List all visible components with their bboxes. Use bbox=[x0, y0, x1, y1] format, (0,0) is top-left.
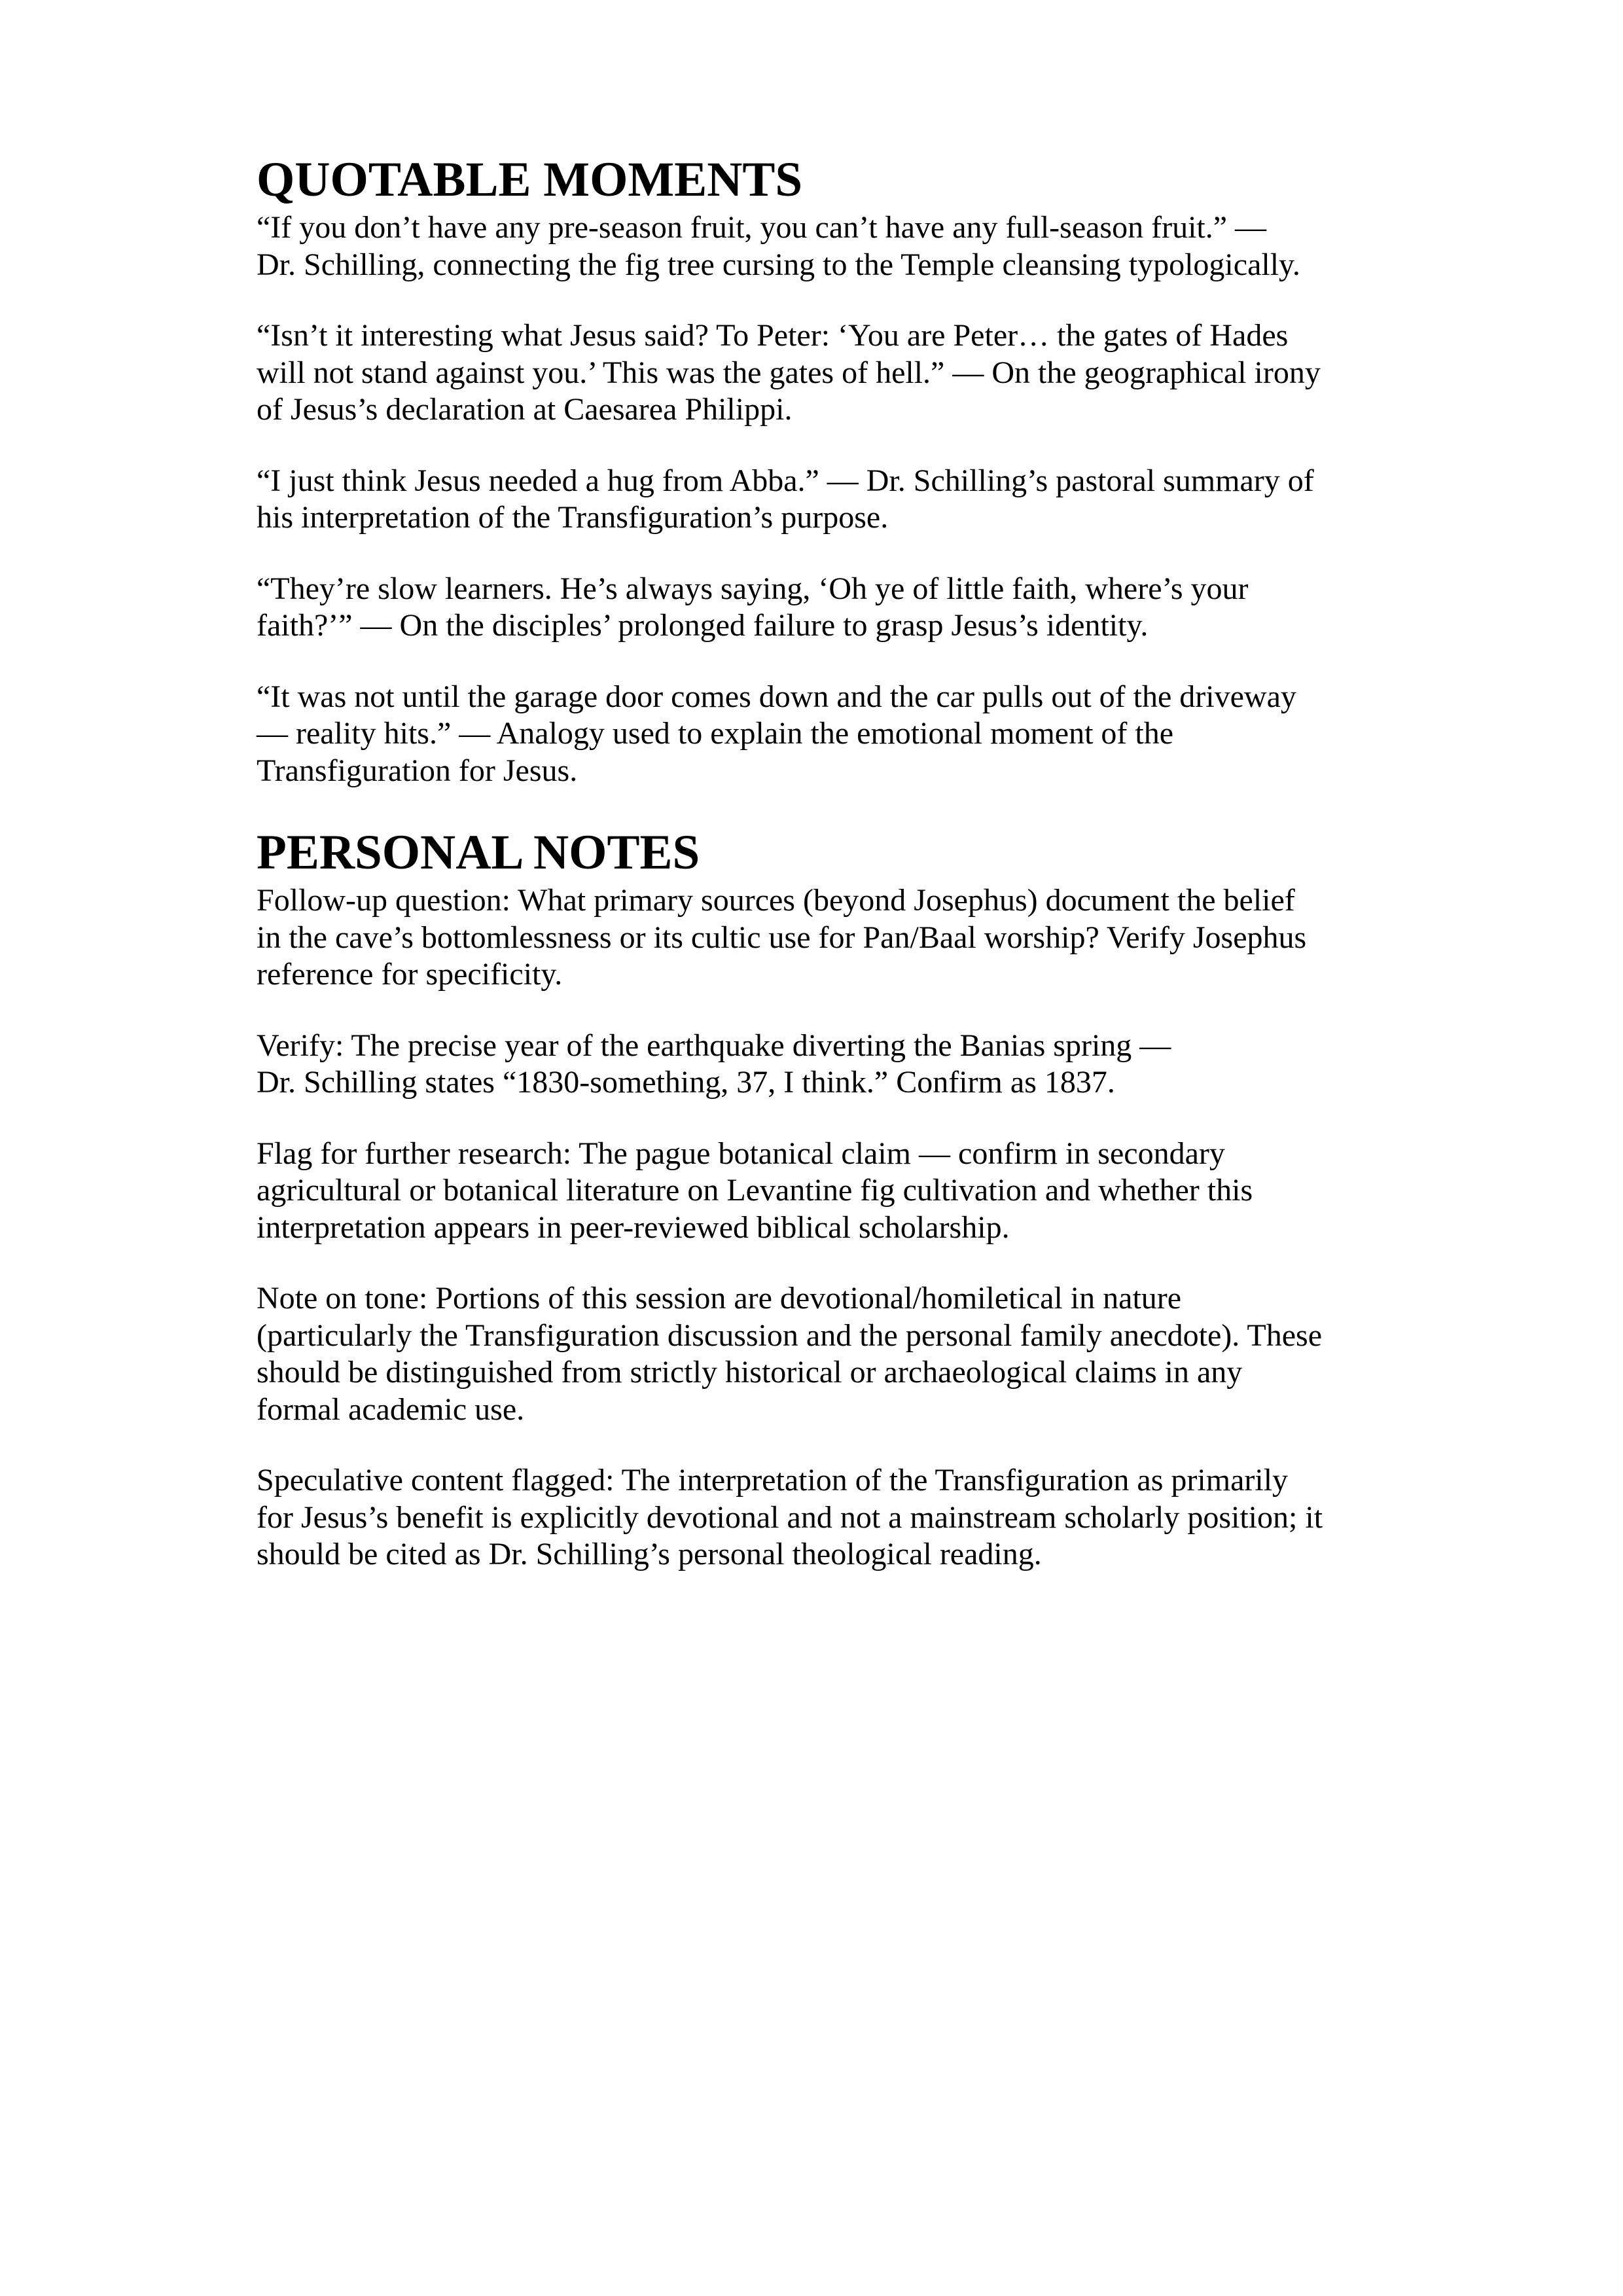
note-paragraph bbox=[257, 1028, 1389, 1102]
quote-paragraph bbox=[257, 317, 1389, 429]
text-line: Verify: The precise year of the earthquake diverting the Banias spring — bbox=[257, 1028, 1171, 1063]
text-line: Dr. Schilling states “1830-something, 37, I think.” Confirm as 1837. bbox=[257, 1065, 1115, 1100]
text-line: “I just think Jesus needed a hug from Abba.” — Dr. Schilling’s pastoral summary of bbox=[257, 463, 1314, 498]
document-page bbox=[257, 151, 1389, 1607]
quotable-moments-heading: QUOTABLE MOMENTS bbox=[257, 152, 803, 207]
text-line: Speculative content flagged: The interpretation of the Transfiguration as primarily bbox=[257, 1463, 1289, 1498]
text-line: Transfiguration for Jesus. bbox=[257, 753, 578, 788]
quote-paragraph bbox=[257, 571, 1389, 645]
quote-paragraph bbox=[257, 679, 1389, 790]
text-line: Follow-up question: What primary sources (beyond Josephus) document the belief bbox=[257, 883, 1295, 918]
text-line: formal academic use. bbox=[257, 1391, 525, 1427]
text-line: Flag for further research: The pague botanical claim — confirm in secondary bbox=[257, 1136, 1225, 1171]
text-line: reference for specificity. bbox=[257, 957, 563, 992]
text-line: “If you don’t have any pre-season fruit, you can’t have any full-season fruit.” — bbox=[257, 210, 1267, 245]
note-paragraph bbox=[257, 1136, 1389, 1247]
personal-notes-heading: PERSONAL NOTES bbox=[257, 825, 700, 880]
personal-notes-section bbox=[257, 823, 1389, 1573]
text-line: Dr. Schilling, connecting the fig tree cursing to the Temple cleansing typologically. bbox=[257, 247, 1300, 282]
text-line: “They’re slow learners. He’s always saying, ‘Oh ye of little faith, where’s your bbox=[257, 571, 1249, 606]
quote-paragraph bbox=[257, 209, 1389, 283]
text-line: will not stand against you.’ This was the gates of hell.” — On the geographical irony bbox=[257, 355, 1321, 390]
text-line: his interpretation of the Transfiguration’s purpose. bbox=[257, 500, 889, 535]
note-paragraph bbox=[257, 1280, 1389, 1428]
note-paragraph bbox=[257, 882, 1389, 994]
text-line: interpretation appears in peer-reviewed biblical scholarship. bbox=[257, 1210, 1010, 1245]
text-line: faith?’” — On the disciples’ prolonged failure to grasp Jesus’s identity. bbox=[257, 608, 1149, 643]
quotable-moments-section bbox=[257, 151, 1389, 789]
text-line: for Jesus’s benefit is explicitly devotional and not a mainstream scholarly position; it bbox=[257, 1499, 1323, 1535]
text-line: “Isn’t it interesting what Jesus said? To Peter: ‘You are Peter… the gates of Hades bbox=[257, 318, 1289, 353]
text-line: (particularly the Transfiguration discussion and the personal family anecdote). These bbox=[257, 1318, 1323, 1353]
text-line: “It was not until the garage door comes down and the car pulls out of the driveway bbox=[257, 679, 1296, 714]
quote-paragraph bbox=[257, 463, 1389, 537]
text-line: — reality hits.” — Analogy used to explain the emotional moment of the bbox=[257, 716, 1174, 751]
text-line: should be cited as Dr. Schilling’s personal theological reading. bbox=[257, 1537, 1042, 1571]
text-line: in the cave’s bottomlessness or its cultic use for Pan/Baal worship? Verify Josephus bbox=[257, 920, 1307, 955]
text-line: Note on tone: Portions of this session are devotional/homiletical in nature bbox=[257, 1281, 1182, 1316]
text-line: of Jesus’s declaration at Caesarea Philippi. bbox=[257, 392, 793, 427]
text-line: agricultural or botanical literature on Levantine fig cultivation and whether this bbox=[257, 1173, 1253, 1208]
note-paragraph bbox=[257, 1462, 1389, 1573]
text-line: should be distinguished from strictly historical or archaeological claims in any bbox=[257, 1355, 1243, 1390]
